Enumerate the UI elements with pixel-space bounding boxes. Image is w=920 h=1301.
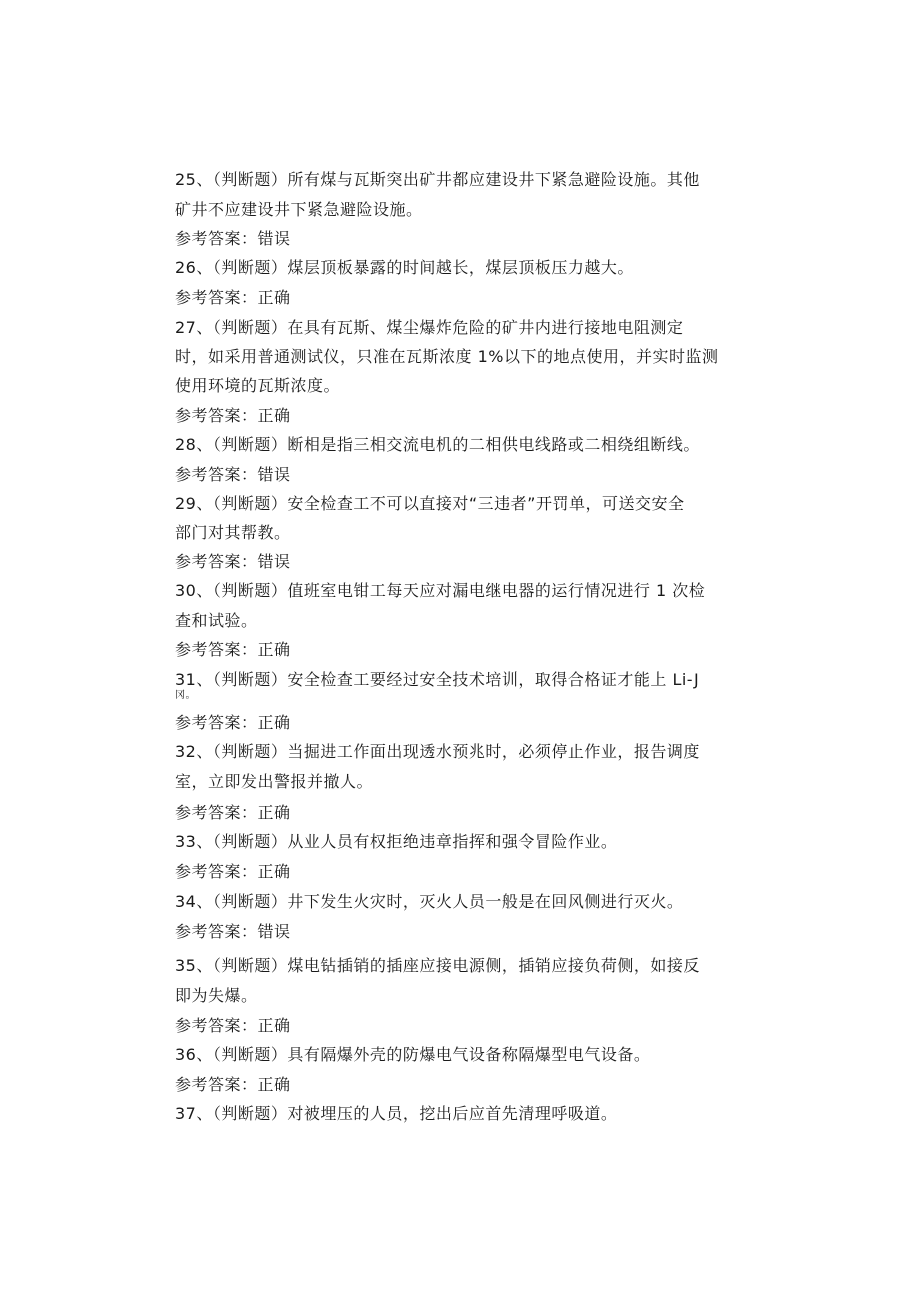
question-31-line-2: 冈。 [175,690,196,701]
question-27-line-1: 27、（判断题）在具有瓦斯、煤尘爆炸危险的矿井内进行接地电阻测定 [175,318,684,337]
question-25-line-1: 25、（判断题）所有煤与瓦斯突出矿井都应建设井下紧急避险设施。其他 [175,170,700,189]
answer-26: 参考答案：正确 [175,288,291,307]
question-28-line-1: 28、（判断题）断相是指三相交流电机的二相供电线路或二相绕组断线。 [175,435,700,454]
question-37-line-1: 37、（判断题）对被埋压的人员，挖出后应首先清理呼吸道。 [175,1104,618,1123]
question-31-line-1: 31、（判断题）安全检查工要经过安全技术培训，取得合格证才能上 Li-J [175,670,700,689]
question-30-line-1: 30、（判断题）值班室电钳工每天应对漏电继电器的运行情况进行 1 次检 [175,581,706,600]
answer-28: 参考答案：错误 [175,465,291,484]
answer-33: 参考答案：正确 [175,862,291,881]
question-33-line-1: 33、（判断题）从业人员有权拒绝违章指挥和强令冒险作业。 [175,832,618,851]
question-32-line-2: 室，立即发出警报并撤人。 [175,772,374,791]
question-34-line-1: 34、（判断题）井下发生火灾时，灭火人员一般是在回风侧进行灭火。 [175,892,684,911]
answer-36: 参考答案：正确 [175,1075,291,1094]
answer-35: 参考答案：正确 [175,1016,291,1035]
question-32-line-1: 32、（判断题）当掘进工作面出现透水预兆时，必须停止作业，报告调度 [175,742,700,761]
question-29-line-2: 部门对其帮教。 [175,523,291,542]
answer-29: 参考答案：错误 [175,552,291,571]
question-27-line-2: 时，如采用普通测试仪，只准在瓦斯浓度 1%以下的地点使用，并实时监测 [175,347,719,366]
question-26-line-1: 26、（判断题）煤层顶板暴露的时间越长，煤层顶板压力越大。 [175,258,634,277]
answer-34: 参考答案：错误 [175,922,291,941]
question-25-line-2: 矿井不应建设井下紧急避险设施。 [175,200,423,219]
answer-31: 参考答案：正确 [175,713,291,732]
question-35-line-2: 即为失爆。 [175,986,258,1005]
answer-32: 参考答案：正确 [175,803,291,822]
answer-30: 参考答案：正确 [175,640,291,659]
question-29-line-1: 29、（判断题）安全检查工不可以直接对“三违者”开罚单，可送交安全 [175,494,685,513]
question-35-line-1: 35、（判断题）煤电钻插销的插座应接电源侧，插销应接负荷侧，如接反 [175,956,700,975]
question-30-line-2: 查和试验。 [175,611,258,630]
question-27-line-3: 使用环境的瓦斯浓度。 [175,376,341,395]
answer-27: 参考答案：正确 [175,406,291,425]
answer-25: 参考答案：错误 [175,229,291,248]
question-36-line-1: 36、（判断题）具有隔爆外壳的防爆电气设备称隔爆型电气设备。 [175,1045,651,1064]
